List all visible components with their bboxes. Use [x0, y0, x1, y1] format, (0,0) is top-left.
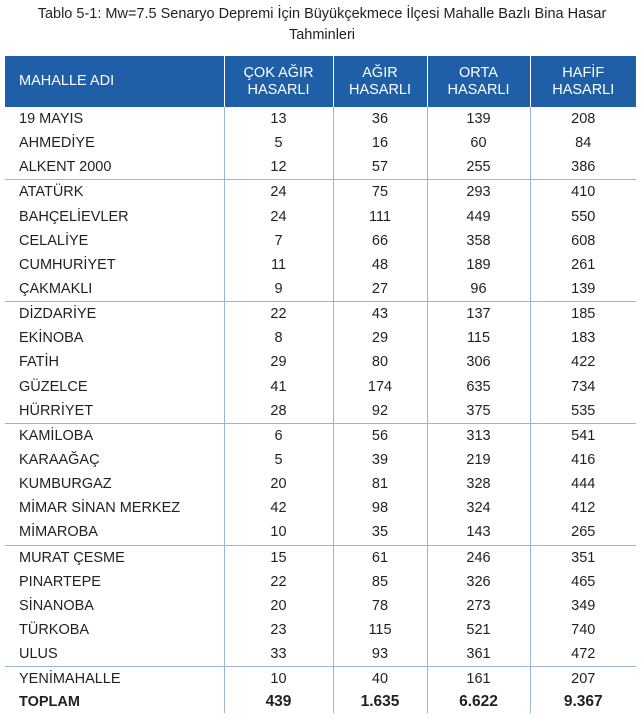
cell-cok-agir: 22 — [224, 302, 333, 327]
cell-cok-agir: 20 — [224, 594, 333, 618]
cell-hafif: 541 — [530, 423, 636, 448]
cell-agir: 36 — [333, 107, 427, 131]
cell-hafif: 139 — [530, 277, 636, 302]
total-name: TOPLAM — [19, 694, 80, 711]
cell-agir: 57 — [333, 155, 427, 180]
cell-cok-agir: 29 — [224, 350, 333, 374]
cell-cok-agir: 24 — [224, 180, 333, 205]
table-row — [5, 618, 636, 642]
cell-cok-agir: 12 — [224, 155, 333, 180]
header-hafif — [530, 56, 636, 107]
cell-hafif: 608 — [530, 229, 636, 253]
cell-orta: 137 — [427, 302, 530, 327]
cell-cok-agir: 10 — [224, 520, 333, 545]
cell-cok-agir: 5 — [224, 131, 333, 155]
header-mahalle-adi: MAHALLE ADI — [5, 56, 224, 107]
cell-orta: 293 — [427, 180, 530, 205]
cell-orta: 313 — [427, 423, 530, 448]
cell-cok-agir: 5 — [224, 448, 333, 472]
table-row — [5, 253, 636, 277]
cell-orta: 273 — [427, 594, 530, 618]
table-row — [5, 107, 636, 131]
total-agir: 1.635 — [333, 691, 427, 713]
cell-orta: 139 — [427, 107, 530, 131]
cell-hafif: 185 — [530, 302, 636, 327]
cell-name: FATİH — [19, 354, 60, 371]
cell-agir: 43 — [333, 302, 427, 327]
cell-orta: 189 — [427, 253, 530, 277]
cell-name: CELALİYE — [19, 232, 89, 249]
cell-name: PINARTEPE — [19, 573, 101, 590]
cell-cok-agir: 8 — [224, 326, 333, 350]
cell-hafif: 412 — [530, 496, 636, 520]
cell-name: GÜZELCE — [19, 378, 88, 395]
cell-orta: 306 — [427, 350, 530, 374]
cell-name: MURAT ÇESME — [5, 545, 224, 570]
table-row — [5, 155, 636, 180]
cell-orta: 161 — [427, 667, 530, 692]
cell-orta: 60 — [427, 131, 530, 155]
table-row — [5, 229, 636, 253]
table-row — [5, 448, 636, 472]
damage-table — [5, 56, 636, 713]
cell-hafif: 410 — [530, 180, 636, 205]
cell-agir: 27 — [333, 277, 427, 302]
cell-name: KAMİLOBA — [5, 423, 224, 448]
cell-name: ATATÜRK — [5, 180, 224, 205]
table-row — [5, 205, 636, 229]
cell-agir: 92 — [333, 399, 427, 424]
cell-name: ALKENT 2000 — [19, 159, 112, 176]
cell-hafif: 444 — [530, 472, 636, 496]
cell-orta: 324 — [427, 496, 530, 520]
header-cok-agir-line2: HASARLI — [247, 81, 310, 98]
cell-name: EKİNOBA — [19, 330, 84, 347]
cell-cok-agir: 42 — [224, 496, 333, 520]
cell-orta: 521 — [427, 618, 530, 642]
cell-cok-agir: 28 — [224, 399, 333, 424]
cell-name: ULUS — [19, 646, 58, 663]
cell-orta: 326 — [427, 570, 530, 594]
cell-agir: 48 — [333, 253, 427, 277]
cell-cok-agir: 15 — [224, 545, 333, 570]
cell-cok-agir: 7 — [224, 229, 333, 253]
cell-orta: 449 — [427, 205, 530, 229]
cell-name: ÇAKMAKLI — [19, 281, 93, 298]
total-orta: 6.622 — [427, 691, 530, 713]
table-row — [5, 131, 636, 155]
table-row — [5, 302, 636, 327]
cell-hafif: 734 — [530, 375, 636, 399]
header-orta-line1: ORTA — [459, 64, 498, 81]
table-row — [5, 375, 636, 399]
cell-agir: 111 — [333, 205, 427, 229]
cell-orta: 219 — [427, 448, 530, 472]
cell-orta: 635 — [427, 375, 530, 399]
cell-hafif: 472 — [530, 642, 636, 667]
cell-name: YENİMAHALLE — [5, 667, 224, 692]
table-row — [5, 399, 636, 424]
cell-orta: 255 — [427, 155, 530, 180]
cell-cok-agir: 23 — [224, 618, 333, 642]
cell-hafif: 422 — [530, 350, 636, 374]
cell-cok-agir: 13 — [224, 107, 333, 131]
cell-name: KARAAĞAÇ — [19, 452, 100, 469]
cell-cok-agir: 10 — [224, 667, 333, 692]
header-cok-agir — [224, 56, 333, 107]
cell-cok-agir: 24 — [224, 205, 333, 229]
cell-hafif: 740 — [530, 618, 636, 642]
cell-agir: 81 — [333, 472, 427, 496]
table-row — [5, 350, 636, 374]
cell-name: MİMAROBA — [19, 524, 98, 541]
table-caption — [0, 4, 644, 46]
cell-agir: 93 — [333, 642, 427, 667]
cell-agir: 78 — [333, 594, 427, 618]
cell-agir: 80 — [333, 350, 427, 374]
cell-hafif: 349 — [530, 594, 636, 618]
cell-hafif: 535 — [530, 399, 636, 424]
total-hafif: 9.367 — [530, 691, 636, 713]
cell-hafif: 207 — [530, 667, 636, 692]
cell-orta: 358 — [427, 229, 530, 253]
cell-orta: 246 — [427, 545, 530, 570]
cell-name: BAHÇELİEVLER — [19, 208, 129, 225]
header-agir — [333, 56, 427, 107]
cell-hafif: 351 — [530, 545, 636, 570]
caption-line-2: Tahminleri — [288, 27, 356, 43]
caption-line-1: Tablo 5-1: Mw=7.5 Senaryo Depremi İçin Büyükçekmece İlçesi Mahalle Bazlı Bina Hasar — [37, 6, 607, 22]
cell-agir: 35 — [333, 520, 427, 545]
cell-cok-agir: 41 — [224, 375, 333, 399]
header-orta — [427, 56, 530, 107]
total-row — [5, 691, 636, 713]
cell-agir: 174 — [333, 375, 427, 399]
cell-cok-agir: 33 — [224, 642, 333, 667]
cell-agir: 56 — [333, 423, 427, 448]
cell-agir: 29 — [333, 326, 427, 350]
cell-hafif: 265 — [530, 520, 636, 545]
cell-agir: 39 — [333, 448, 427, 472]
table-row — [5, 520, 636, 545]
cell-name: HÜRRİYET — [19, 402, 94, 419]
cell-orta: 143 — [427, 520, 530, 545]
header-cok-agir-line1: ÇOK AĞIR — [243, 64, 314, 81]
cell-name: DİZDARİYE — [5, 302, 224, 327]
cell-orta: 115 — [427, 326, 530, 350]
cell-orta: 96 — [427, 277, 530, 302]
cell-name: 19 MAYIS — [19, 111, 84, 128]
cell-agir: 75 — [333, 180, 427, 205]
table-row — [5, 642, 636, 667]
cell-hafif: 84 — [530, 131, 636, 155]
cell-cok-agir: 20 — [224, 472, 333, 496]
table-row — [5, 423, 636, 448]
cell-agir: 66 — [333, 229, 427, 253]
table-row — [5, 326, 636, 350]
cell-name: AHMEDİYE — [19, 135, 95, 152]
cell-hafif: 208 — [530, 107, 636, 131]
table-row — [5, 472, 636, 496]
header-hafif-line1: HAFİF — [562, 64, 605, 81]
cell-cok-agir: 11 — [224, 253, 333, 277]
cell-cok-agir: 6 — [224, 423, 333, 448]
cell-hafif: 465 — [530, 570, 636, 594]
cell-hafif: 416 — [530, 448, 636, 472]
table-body — [5, 107, 636, 713]
header-orta-line2: HASARLI — [447, 81, 510, 98]
cell-name: TÜRKOBA — [19, 622, 90, 639]
cell-agir: 98 — [333, 496, 427, 520]
cell-hafif: 183 — [530, 326, 636, 350]
header-agir-line1: AĞIR — [362, 64, 398, 81]
table-row — [5, 180, 636, 205]
table-row — [5, 545, 636, 570]
cell-cok-agir: 9 — [224, 277, 333, 302]
cell-agir: 16 — [333, 131, 427, 155]
header-hafif-line2: HASARLI — [552, 81, 615, 98]
cell-hafif: 261 — [530, 253, 636, 277]
table-header — [5, 56, 636, 107]
table-row — [5, 277, 636, 302]
cell-name: KUMBURGAZ — [19, 476, 112, 493]
header-agir-line2: HASARLI — [348, 81, 412, 98]
cell-agir: 115 — [333, 618, 427, 642]
table-row — [5, 594, 636, 618]
cell-name: MİMAR SİNAN MERKEZ — [19, 500, 181, 517]
cell-orta: 328 — [427, 472, 530, 496]
cell-name: SİNANOBA — [19, 597, 94, 614]
cell-name: CUMHURİYET — [19, 256, 116, 273]
table-row — [5, 496, 636, 520]
table-row — [5, 667, 636, 692]
table-row — [5, 570, 636, 594]
cell-agir: 85 — [333, 570, 427, 594]
cell-orta: 361 — [427, 642, 530, 667]
cell-orta: 375 — [427, 399, 530, 424]
cell-hafif: 386 — [530, 155, 636, 180]
cell-agir: 40 — [333, 667, 427, 692]
cell-cok-agir: 22 — [224, 570, 333, 594]
cell-agir: 61 — [333, 545, 427, 570]
total-cok-agir: 439 — [224, 691, 333, 713]
cell-hafif: 550 — [530, 205, 636, 229]
